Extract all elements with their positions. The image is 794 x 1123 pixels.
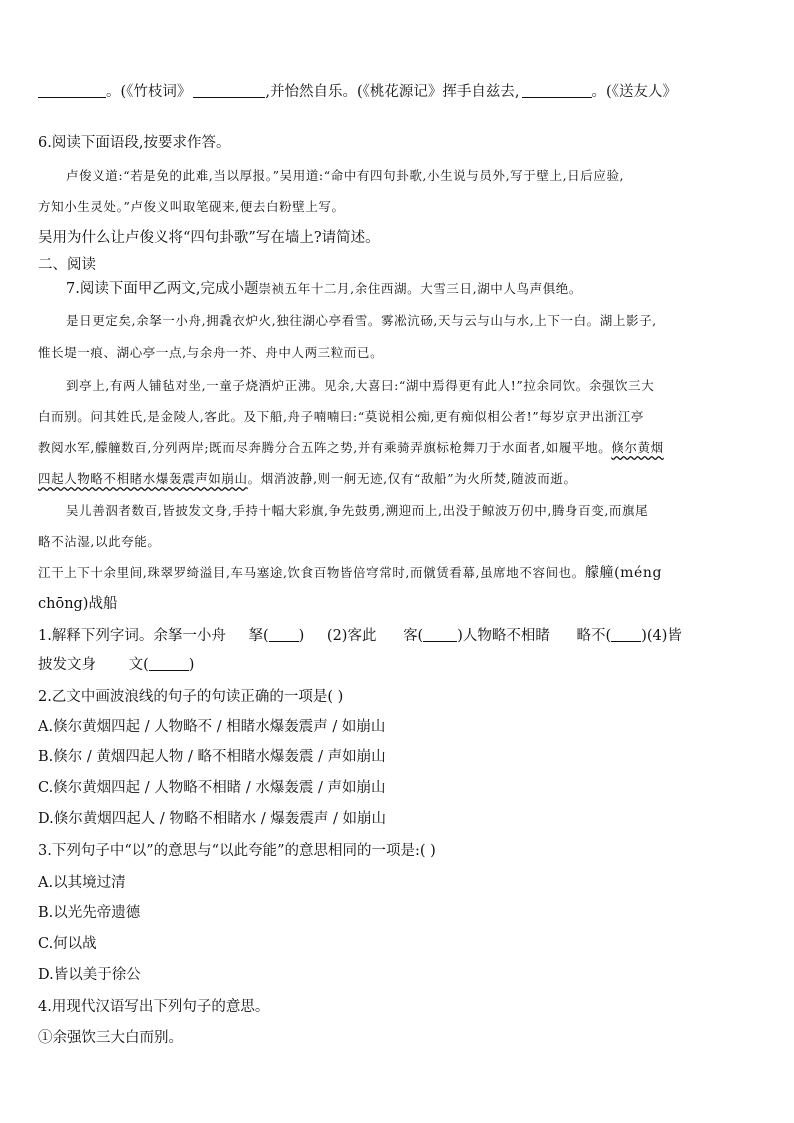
passage-line [38, 563, 758, 583]
q1-line [38, 655, 758, 675]
passage-line: 惟长堤一痕、湖心亭一点,与余舟一芥、舟中人两三粒而已。 [38, 345, 384, 360]
answer-blank[interactable] [193, 83, 265, 98]
text: )(4)皆 [641, 628, 682, 644]
choice-d[interactable]: D.倏尔黄烟四起人 / 物略不相睹水 / 爆轰震声 / 如崩山 [38, 811, 387, 827]
text: 教阅水军,艨艟数百,分列两岸;既而尽奔腾分合五阵之势,并有乘骑弄旗标枪舞刀于水面者,如履平地。 [38, 440, 612, 455]
passage-line [38, 438, 758, 458]
poem-fill-line [38, 82, 758, 102]
text: 1.解释下列字词。余拏一小舟 [38, 628, 226, 644]
text: )人物略不相睹 [457, 628, 550, 644]
text: 披发文身 [38, 657, 96, 673]
text: ) [188, 657, 195, 673]
choice-a[interactable]: A.倏尔黄烟四起 / 人物略不 / 相睹水爆轰震声 / 如崩山 [38, 719, 386, 735]
annotation: 艨艟(méng [584, 565, 663, 581]
q6-passage-line: 方知小生灵处。”卢俊义叫取笔砚来,便去白粉壁上写。 [38, 199, 345, 214]
answer-blank[interactable] [149, 656, 189, 671]
wavy-underlined-text: 四起人物略不相睹水爆轰震声如崩山 [38, 471, 248, 486]
q4-question: 4.用现代汉语写出下列句子的意思。 [38, 999, 270, 1015]
q6-question: 吴用为什么让卢俊义将“四句卦歌”写在墙上?请简述。 [38, 230, 380, 246]
q7-title [66, 279, 758, 299]
text: 客( [403, 628, 424, 644]
passage-line: 到亭上,有两人铺毡对坐,一童子烧酒炉正沸。见余,大喜曰:“湖中焉得更有此人!”拉余同饮。余强饮三大 [66, 378, 655, 393]
choice-c[interactable]: C.倏尔黄烟四起 / 人物略不相睹 / 水爆轰震 / 声如崩山 [38, 780, 386, 796]
answer-blank[interactable] [269, 627, 299, 642]
text: 略不( [576, 628, 612, 644]
choice-a[interactable]: A.以其境过清 [38, 875, 126, 891]
q1-line [38, 626, 758, 646]
passage-line: 白而别。问其姓氏,是金陵人,客此。及下船,舟子喃喃曰:“莫说相公痴,更有痴似相公者!”每岁京尹出浙江亭 [38, 409, 645, 424]
choice-c[interactable]: C.何以战 [38, 936, 97, 952]
q6-passage-line: 卢俊义道:“若是免的此难,当以厚报。”吴用道:“命中有四句卦歌,小生说与员外,写于壁上,日后应验, [66, 168, 625, 183]
text: 7.阅读下面甲乙两文,完成小题 [66, 281, 259, 297]
text: ) [298, 628, 305, 644]
choice-d[interactable]: D.皆以美于徐公 [38, 967, 141, 983]
passage-line: 略不沾湿,以此夸能。 [38, 534, 161, 549]
choice-b[interactable]: B.倏尔 / 黄烟四起人物 / 略不相睹水爆轰震 / 声如崩山 [38, 749, 386, 765]
annotation-line: chōng)战船 [38, 596, 118, 612]
answer-blank[interactable] [423, 627, 457, 642]
text: 拏( [248, 628, 269, 644]
choice-b[interactable]: B.以光先帝遗德 [38, 905, 141, 921]
q6-title: 6.阅读下面语段,按要求作答。 [38, 135, 231, 151]
answer-blank[interactable] [38, 83, 106, 98]
text: 文( [128, 657, 149, 673]
passage-line: 是日更定矣,余拏一小舟,拥毳衣炉火,独往湖心亭看雪。雾凇沆砀,天与云与山与水,上下一白。湖上影子, [66, 313, 657, 328]
wavy-underlined-text: 倏尔黄烟 [611, 440, 664, 455]
q4-item: ①余强饮三大白而别。 [38, 1030, 183, 1046]
passage-line [38, 469, 758, 489]
answer-blank[interactable] [611, 627, 641, 642]
text: ,并怡然自乐。(《桃花源记》挥手自兹去, [265, 84, 520, 100]
section-heading: 二、阅读 [38, 257, 96, 273]
passage-text: 崇祯五年十二月,余住西湖。大雪三日,湖中人鸟声俱绝。 [258, 281, 583, 296]
text: (2)客此 [326, 628, 377, 644]
text: 。(《送友人》 [591, 84, 677, 100]
passage-line: 吴儿善泅者数百,皆披发文身,手持十幅大彩旗,争先鼓勇,溯迎而上,出没于鲸波万仞中,腾身百变,而旗尾 [66, 503, 649, 518]
text: 。(《竹枝词》 [106, 84, 192, 100]
q2-question: 2.乙文中画波浪线的句子的句读正确的一项是( ) [38, 689, 344, 705]
text: 江干上下十余里间,珠翠罗绮溢目,车马塞途,饮食百物皆倍穹常时,而僦赁看幕,虽席地不容间也。 [38, 565, 585, 580]
answer-blank[interactable] [522, 83, 592, 98]
text: 。烟消波静,则一舸无迹,仅有“敌船”为火所焚,随波而逝。 [247, 471, 577, 486]
q3-question: 3.下列句子中“以”的意思与“以此夸能”的意思相同的一项是:( ) [38, 843, 436, 859]
